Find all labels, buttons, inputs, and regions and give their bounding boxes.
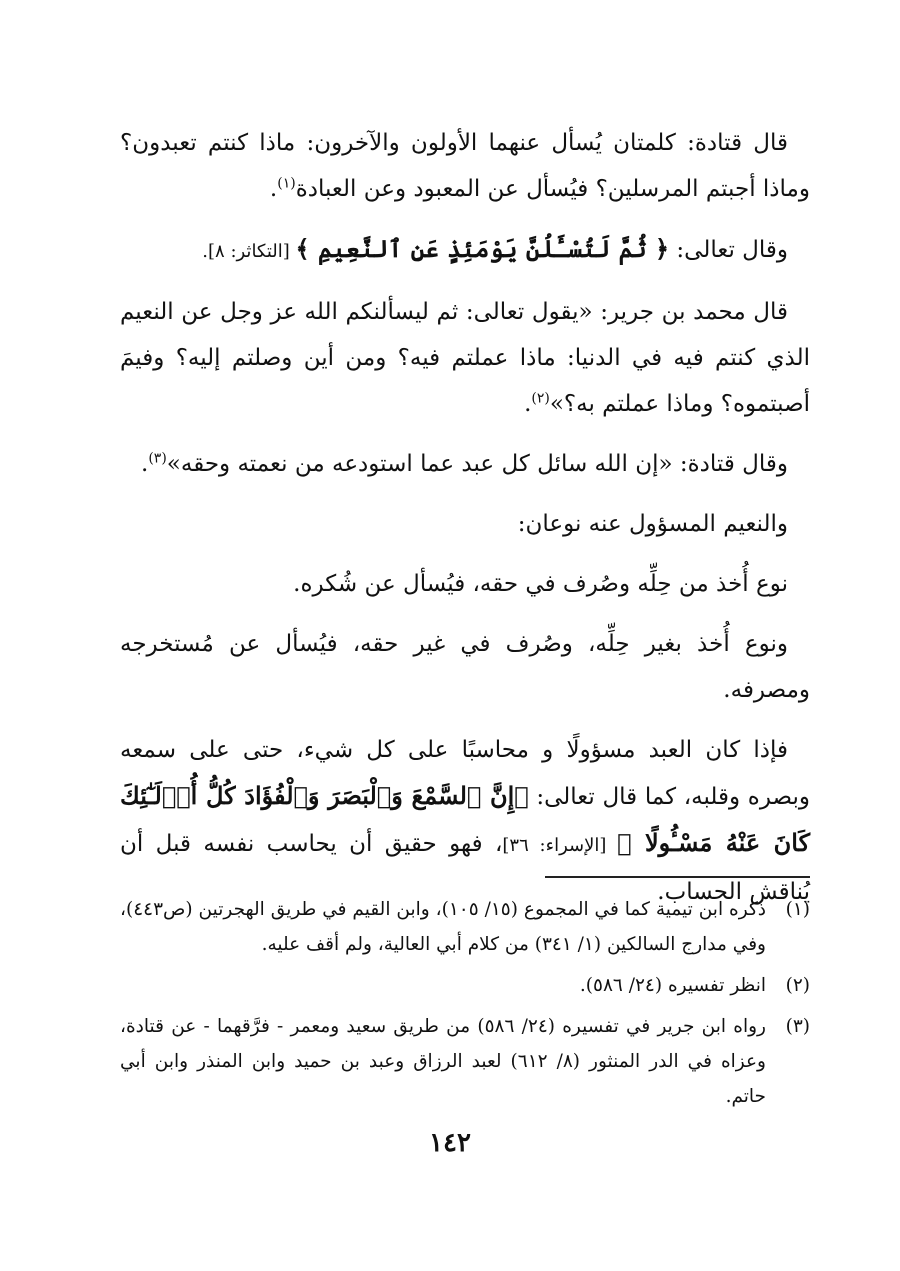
paragraph-kind-two: ونوع أُخذ بغير حِلِّه، وصُرف في غير حقه، فيُسأل عن مُستخرجه ومصرفه. <box>120 631 810 703</box>
footnote-text: ذكره ابن تيمية كما في المجموع (١٥/ ١٠٥)، وابن القيم في طريق الهجرتين (ص٤٤٣)، وفي مدارج السالكين (١/ ٣٤١) من كلام أبي العالية، ولم أقف عليه. <box>120 899 766 955</box>
footnote-number: (١) <box>785 899 810 920</box>
quran-verse-takathur: ﴿ ثُمَّ لَتُسْـَٔلُنَّ يَوْمَئِذٍ عَنِ ٱلنَّعِيمِ ﴾ <box>295 234 670 263</box>
paragraph-qatada-quote <box>120 441 810 487</box>
footnote-ref-1[interactable]: (١) <box>277 175 296 192</box>
paragraph-text: قال محمد بن جرير: «يقول تعالى: ثم ليسألنكم الله عز وجل عن النعيم الذي كنتم فيه في الدنيا: ماذا عملتم فيه؟ ومن أين وصلتم إليه؟ وفيمَ أصبتموه؟ وماذا عملتم به؟» <box>120 299 810 417</box>
footnote-ref-3[interactable]: (٣) <box>148 450 167 467</box>
footnotes <box>120 892 810 1120</box>
footnote-text: انظر تفسيره (٢٤/ ٥٨٦). <box>579 975 766 996</box>
paragraph-lead: فإذا كان العبد مسؤولًا و محاسبًا على كل شيء، حتى على سمعه وبصره وقلبه، كما قال تعالى: <box>120 737 810 810</box>
paragraph-text: وقال قتادة: «إن الله سائل كل عبد عما استودعه من نعمته وحقه» <box>166 451 788 477</box>
paragraph-lead: وقال تعالى: <box>669 237 788 263</box>
paragraph-tail: . <box>269 176 278 202</box>
paragraph-tail: . <box>524 391 532 417</box>
paragraph-text: قال قتادة: كلمتان يُسأل عنهما الأولون والآخرون: ماذا كنتم تعبدون؟ وماذا أجبتم المرسلين؟ فيُسأل عن المعبود وعن العبادة <box>120 130 810 202</box>
footnote-number: (٣) <box>785 1016 810 1037</box>
paragraph-ibn-jarir <box>120 289 810 427</box>
paragraph-tail: . <box>141 451 149 477</box>
footnote-text: رواه ابن جرير في تفسيره (٢٤/ ٥٨٦) من طريق سعيد ومعمر - فرَّقهما - عن قتادة، وعزاه في الدر المنثور (٨/ ٦١٢) لعبد الرزاق وعبد بن حميد وابن المنذر وابن أبي حاتم. <box>120 1016 766 1107</box>
verse-source-takathur: [التكاثر: ٨]. <box>202 241 296 262</box>
page-number: ١٤٢ <box>429 1128 471 1158</box>
footnote-1 <box>120 892 810 962</box>
paragraph-accountability <box>120 727 810 915</box>
footnote-ref-2[interactable]: (٢) <box>531 390 550 407</box>
footnote-3 <box>120 1009 810 1114</box>
footnote-divider <box>545 876 810 878</box>
verse-source-isra: [الإسراء: ٣٦] <box>502 835 618 856</box>
paragraph-kind-one: نوع أُخذ من حِلِّه وصُرف في حقه، فيُسأل عن شُكره. <box>293 571 788 597</box>
footnote-number: (٢) <box>785 975 810 996</box>
paragraph-tail: ، فهو حقيق أن يحاسب نفسه قبل أن يُناقش الحساب. <box>120 831 810 905</box>
main-text <box>120 120 810 929</box>
paragraph-two-kinds: والنعيم المسؤول عنه نوعان: <box>517 511 788 537</box>
paragraph-verse-takathur <box>120 226 810 275</box>
footnote-2 <box>120 968 810 1003</box>
quran-verse-isra: ﴿إِنَّ ٱلسَّمْعَ وَٱلْبَصَرَ وَٱلْفُؤَادَ كُلُّ أُو۟لَـٰٓئِكَ كَانَ عَنْهُ مَسْـُٔولًا ﴾ <box>120 781 810 857</box>
paragraph-qatada-two-words <box>120 120 810 212</box>
